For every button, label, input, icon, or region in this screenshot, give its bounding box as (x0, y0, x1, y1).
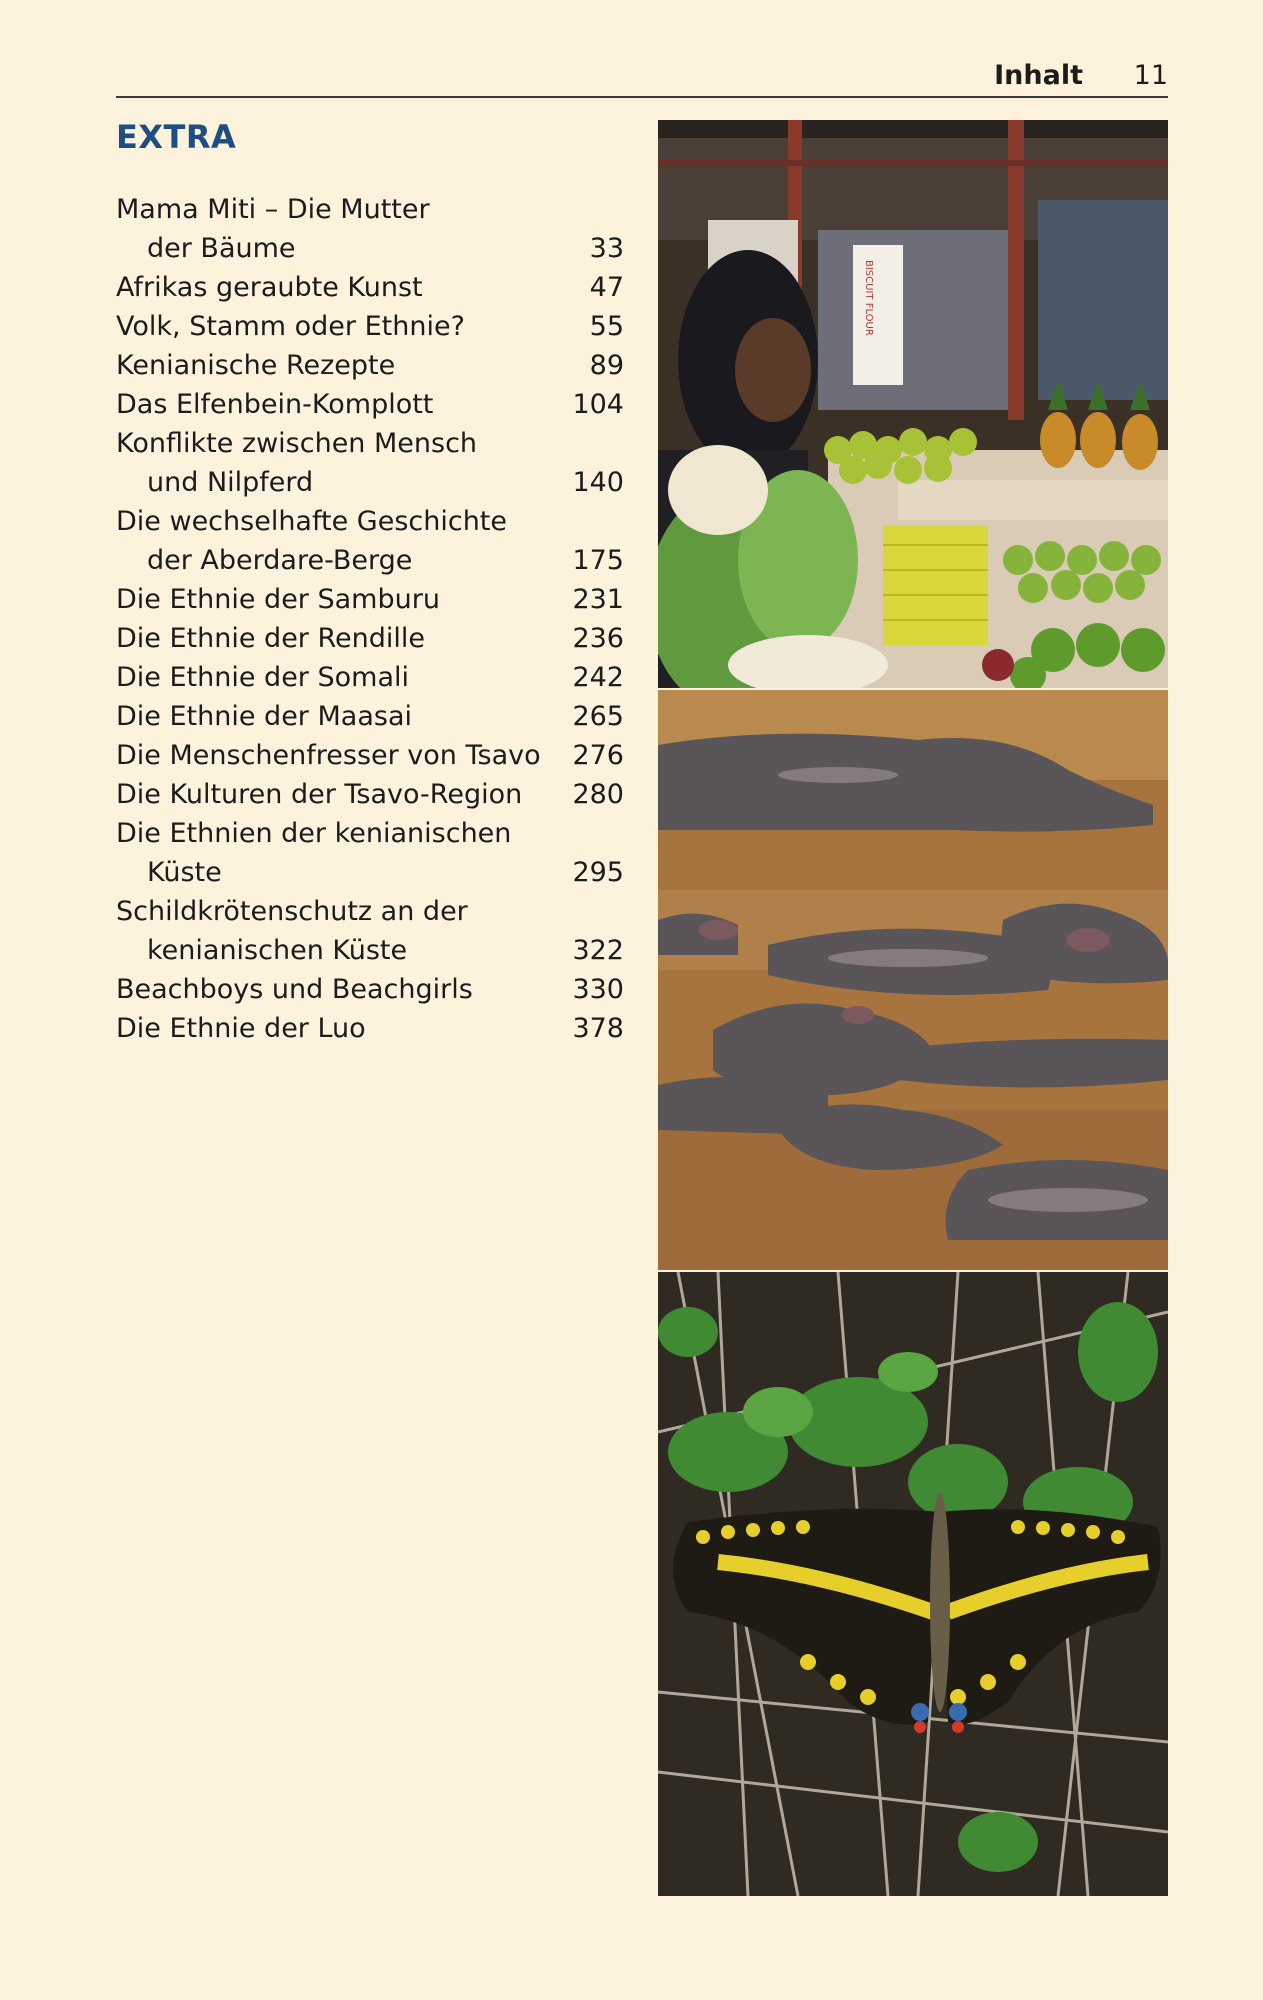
toc-entry[interactable] (116, 697, 624, 736)
toc-entry-line (116, 970, 624, 1009)
toc-entry[interactable] (116, 190, 624, 268)
toc-entry[interactable] (116, 814, 624, 892)
toc-entry-page: 242 (572, 662, 624, 693)
toc-list (116, 190, 624, 1048)
toc-entry-line (116, 580, 624, 619)
toc-entry-line (116, 775, 624, 814)
toc-entry-title: Die Ethnie der Luo (116, 1013, 366, 1044)
toc-entry-title: der Aberdare-Berge (147, 545, 413, 576)
toc-entry-line (116, 424, 624, 463)
toc-entry-line (116, 853, 624, 892)
toc-entry-page: 104 (572, 389, 624, 420)
toc-entry-title: Schildkrötenschutz an der (116, 896, 468, 927)
toc-entry-title: Die Kulturen der Tsavo-Region (116, 779, 523, 810)
toc-entry[interactable] (116, 502, 624, 580)
toc-entry-title: Kenianische Rezepte (116, 350, 396, 381)
toc-entry-page: 265 (572, 701, 624, 732)
toc-entry-title: Die Ethnie der Somali (116, 662, 409, 693)
toc-entry-line (116, 268, 624, 307)
toc-entry-page: 231 (572, 584, 624, 615)
toc-entry[interactable] (116, 970, 624, 1009)
toc-entry-title: Die Ethnie der Rendille (116, 623, 426, 654)
toc-entry-page: 33 (589, 233, 624, 264)
toc-entry-title: kenianischen Küste (147, 935, 408, 966)
toc-entry-line (116, 736, 624, 775)
toc-entry-title: Die Ethnie der Samburu (116, 584, 440, 615)
toc-entry-title: Die wechselhafte Geschichte (116, 506, 507, 537)
toc-entry-page: 378 (572, 1013, 624, 1044)
toc-entry-line (116, 619, 624, 658)
toc-entry-title: Küste (147, 857, 222, 888)
header-section-title: Inhalt (994, 60, 1083, 91)
toc-entry-line (116, 814, 624, 853)
toc-entry-title: Die Ethnien der kenianischen (116, 818, 512, 849)
toc-entry-line (116, 307, 624, 346)
toc-entry-title: Die Menschenfresser von Tsavo (116, 740, 541, 771)
toc-entry-page: 89 (589, 350, 624, 381)
toc-entry-page: 322 (572, 935, 624, 966)
toc-entry-page: 330 (572, 974, 624, 1005)
toc-entry-line (116, 1009, 624, 1048)
toc-entry[interactable] (116, 346, 624, 385)
toc-entry-page: 175 (572, 545, 624, 576)
toc-entry-page: 140 (572, 467, 624, 498)
toc-entry-line (116, 463, 624, 502)
toc-entry[interactable] (116, 424, 624, 502)
toc-entry-title: Beachboys und Beachgirls (116, 974, 473, 1005)
butterfly-photo (658, 1272, 1168, 1896)
toc-entry-page: 276 (572, 740, 624, 771)
toc-entry[interactable] (116, 385, 624, 424)
toc-entry-line (116, 190, 624, 229)
toc-entry[interactable] (116, 775, 624, 814)
toc-entry-line (116, 346, 624, 385)
toc-entry-title: Die Ethnie der Maasai (116, 701, 412, 732)
toc-entry-line (116, 541, 624, 580)
running-header (116, 54, 1168, 98)
flour-sign-text: BISCUIT FLOUR (863, 260, 874, 336)
toc-entry-title: und Nilpferd (147, 467, 314, 498)
toc-entry-line (116, 502, 624, 541)
toc-entry-line (116, 931, 624, 970)
toc-entry-title: Afrikas geraubte Kunst (116, 272, 423, 303)
toc-entry[interactable] (116, 307, 624, 346)
toc-entry-page: 280 (572, 779, 624, 810)
toc-entry-line (116, 229, 624, 268)
section-title: EXTRA (116, 118, 237, 156)
toc-entry[interactable] (116, 580, 624, 619)
toc-entry-title: Volk, Stamm oder Ethnie? (116, 311, 465, 342)
toc-entry-page: 55 (589, 311, 624, 342)
toc-entry-title: Konflikte zwischen Mensch (116, 428, 478, 459)
toc-entry-page: 47 (589, 272, 624, 303)
toc-entry-line (116, 658, 624, 697)
hippos-in-river-photo (658, 690, 1168, 1270)
photo-column (658, 120, 1168, 1896)
toc-entry-title: Mama Miti – Die Mutter (116, 194, 430, 225)
flour-sign (853, 245, 903, 385)
toc-entry-page: 295 (572, 857, 624, 888)
market-stall-photo (658, 120, 1168, 688)
toc-entry[interactable] (116, 1009, 624, 1048)
toc-entry[interactable] (116, 892, 624, 970)
toc-entry[interactable] (116, 619, 624, 658)
toc-entry-page: 236 (572, 623, 624, 654)
toc-entry-line (116, 385, 624, 424)
toc-entry[interactable] (116, 268, 624, 307)
toc-entry[interactable] (116, 736, 624, 775)
header-page-number: 11 (1133, 60, 1168, 91)
toc-entry-line (116, 892, 624, 931)
toc-entry-title: der Bäume (147, 233, 296, 264)
toc-entry-title: Das Elfenbein-Komplott (116, 389, 434, 420)
toc-entry-line (116, 697, 624, 736)
toc-entry[interactable] (116, 658, 624, 697)
